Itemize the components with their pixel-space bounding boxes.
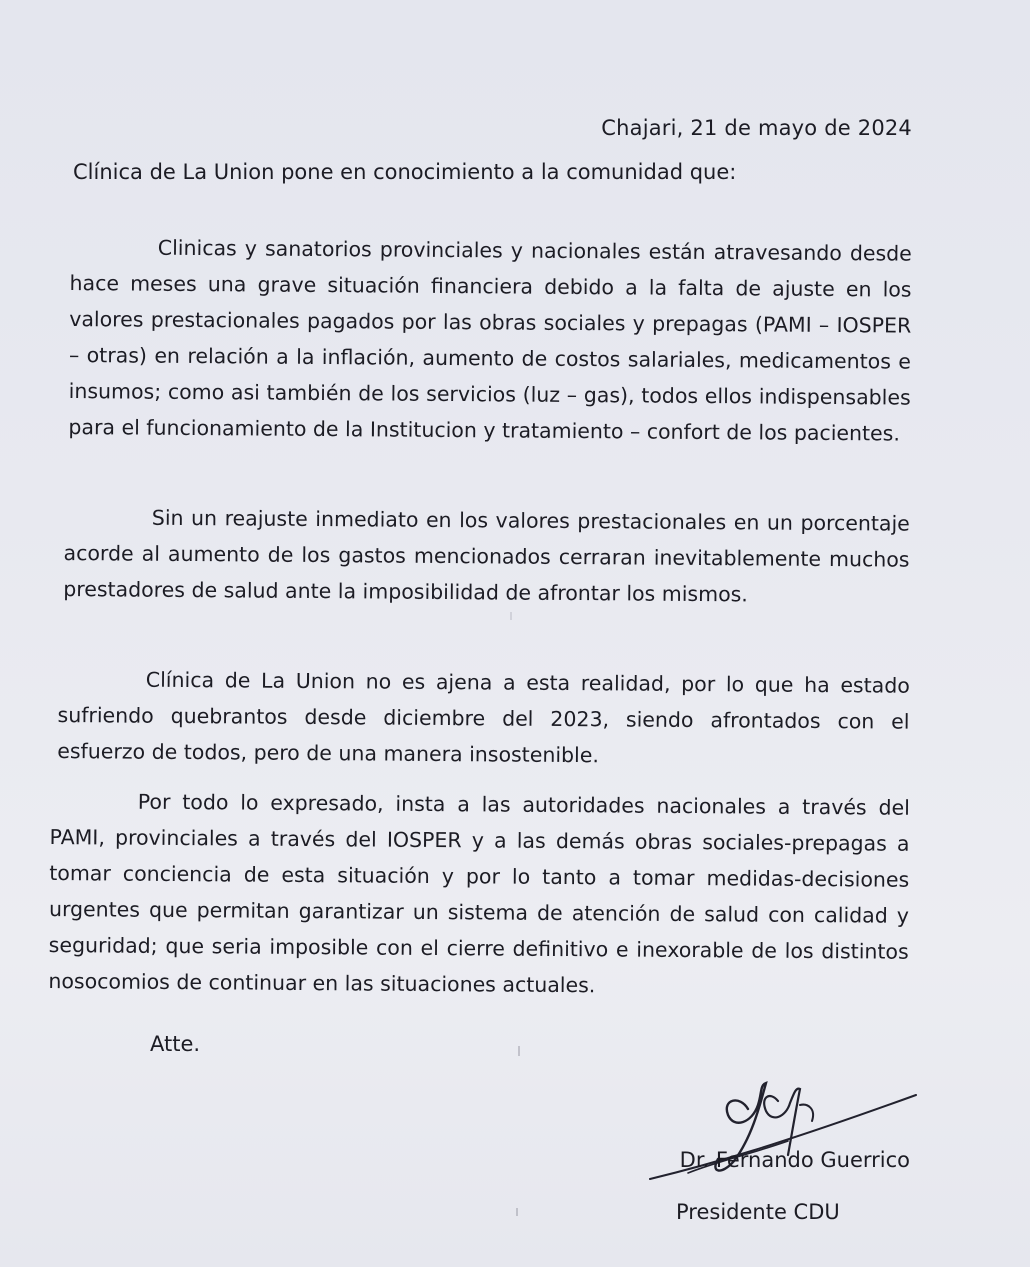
paragraph-call-to-authorities: Por todo lo expresado, insta a las autoridades nacionales a través del PAMI, provinciales a través del IOSPER y a las demás obras sociales-prepagas a tomar conciencia de esta situación y por lo tanto a tomar medidas-decisiones urgentes que permitan garantizar un sistema de atención de salud con calidad y seguridad; que seria imposible con el cierre definitivo e inexorable de los distintos nosocomios de continuar en las situaciones actuales. [48, 789, 910, 997]
paper-speck [510, 612, 512, 620]
signer-title: Presidente CDU [676, 1200, 840, 1224]
date-line: Chajari, 21 de mayo de 2024 [601, 116, 912, 140]
signer-name: Dr. Fernando Guerrico [679, 1148, 910, 1172]
paper-speck [518, 1046, 520, 1056]
paper-speck [516, 1208, 518, 1216]
closing-line: Atte. [150, 1032, 201, 1056]
paragraph-readjustment: Sin un reajuste inmediato en los valores prestacionales en un porcentaje acorde al aumento de los gastos mencionados cerraran inevitablemente muchos prestadores de salud ante la imposibilidad de afrontar los mismos. [63, 505, 910, 606]
intro-line: Clínica de La Union pone en conocimiento a la comunidad que: [73, 160, 737, 184]
paragraph-clinic-reality: Clínica de La Union no es ajena a esta realidad, por lo que ha estado sufriendo quebrantos desde diciembre del 2023, siendo afrontados con el esfuerzo de todos, pero de una manera insostenible. [57, 667, 910, 767]
paragraph-financial-situation: Clinicas y sanatorios provinciales y nacionales están atravesando desde hace meses una grave situación financiera debido a la falta de ajuste en los valores prestacionales pagados por las obras sociales y prepagas (PAMI – IOSPER – otras) en relación a la inflación, aumento de costos salariales, medicamentos e insumos; como asi también de los servicios (luz – gas), todos ellos indispensables para el funcionamiento de la Institucion y tratamiento – confort de los pacientes. [68, 235, 912, 446]
